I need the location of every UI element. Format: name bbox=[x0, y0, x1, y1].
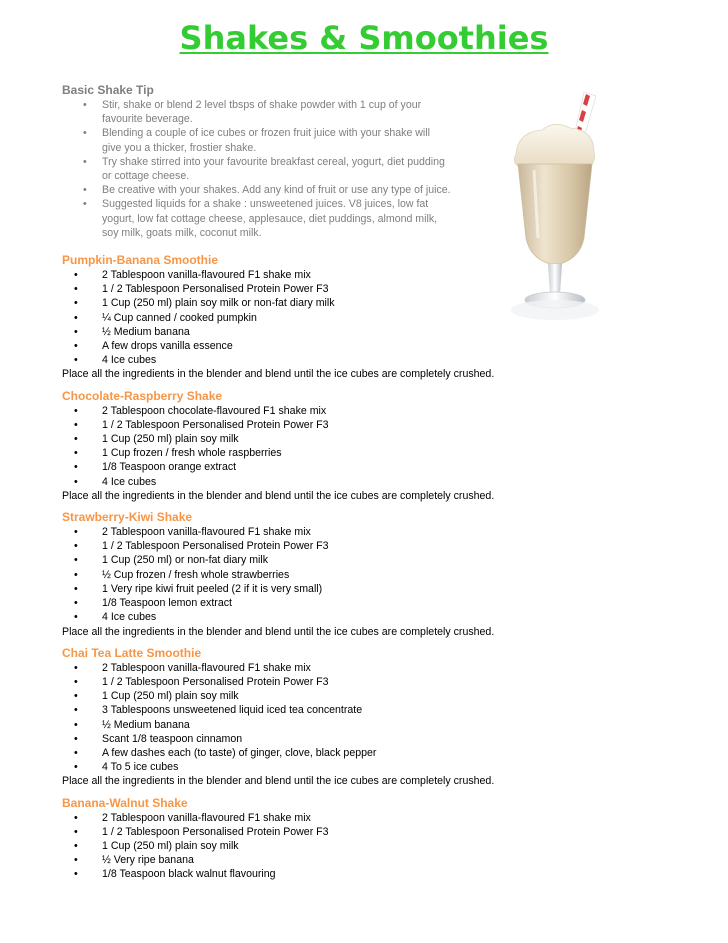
ingredient-item: • 1 Cup (250 ml) or non-fat diary milk bbox=[62, 553, 502, 567]
method-text: Place all the ingredients in the blender and blend until the ice cubes are completely crushed. bbox=[62, 625, 495, 638]
ingredient-item: • 1 / 2 Tablespoon Personalised Protein Power F3 bbox=[62, 539, 502, 553]
method-text: Place all the ingredients in the blender and blend until the ice cubes are completely crushed. bbox=[62, 368, 495, 381]
tip-item: • Suggested liquids for a shake : unsweetened juices. V8 juices, low fat yogurt, low fat cottage cheese, applesauce, diet puddings, almond milk, soy milk, goats milk, coconut milk. bbox=[62, 197, 452, 240]
ingredient-item: • 1 Cup (250 ml) plain soy milk bbox=[62, 839, 502, 853]
ingredient-item: • 1 Cup (250 ml) plain soy milk bbox=[62, 689, 502, 703]
recipe-heading: Strawberry-Kiwi Shake bbox=[62, 510, 193, 525]
ingredient-item: • ½ Very ripe banana bbox=[62, 853, 502, 867]
tip-list bbox=[62, 98, 452, 240]
ingredient-item: • 1 / 2 Tablespoon Personalised Protein Power F3 bbox=[62, 282, 502, 296]
recipe-chai-tea-latte bbox=[62, 645, 502, 789]
milkshake-glass-image bbox=[498, 88, 612, 328]
ingredient-item: • 1/8 Teaspoon black walnut flavouring bbox=[62, 867, 502, 881]
page-title: Shakes & Smoothies bbox=[179, 19, 549, 57]
ingredient-item: • ½ Cup frozen / fresh whole strawberries bbox=[62, 568, 502, 582]
ingredient-item: • 1 Cup (250 ml) plain soy milk or non-fat diary milk bbox=[62, 296, 502, 310]
tip-item: • Be creative with your shakes. Add any kind of fruit or use any type of juice. bbox=[62, 183, 452, 197]
ingredient-item: • Scant 1/8 teaspoon cinnamon bbox=[62, 732, 502, 746]
recipe-pumpkin-banana bbox=[62, 252, 502, 382]
method-text: Place all the ingredients in the blender and blend until the ice cubes are completely crushed. bbox=[62, 775, 495, 788]
recipe-heading: Chocolate-Raspberry Shake bbox=[62, 388, 223, 403]
ingredient-item: • 1 Cup frozen / fresh whole raspberries bbox=[62, 446, 502, 460]
ingredient-item: • A few drops vanilla essence bbox=[62, 339, 502, 353]
ingredient-item: • 1 / 2 Tablespoon Personalised Protein Power F3 bbox=[62, 825, 502, 839]
ingredient-item: • A few dashes each (to taste) of ginger, clove, black pepper bbox=[62, 746, 502, 760]
ingredient-item: • 2 Tablespoon vanilla-flavoured F1 shake mix bbox=[62, 811, 502, 825]
ingredient-item: • 2 Tablespoon vanilla-flavoured F1 shake mix bbox=[62, 268, 502, 282]
recipe-banana-walnut bbox=[62, 795, 502, 882]
tip-heading: Basic Shake Tip bbox=[62, 83, 154, 97]
ingredient-item: • 1 / 2 Tablespoon Personalised Protein Power F3 bbox=[62, 418, 502, 432]
ingredient-list bbox=[62, 811, 502, 882]
ingredient-item: • 2 Tablespoon vanilla-flavoured F1 shake mix bbox=[62, 661, 502, 675]
recipe-strawberry-kiwi bbox=[62, 509, 502, 639]
ingredient-item: • 1/8 Teaspoon orange extract bbox=[62, 460, 502, 474]
recipe-chocolate-raspberry bbox=[62, 388, 502, 503]
ingredient-list bbox=[62, 404, 502, 489]
tip-item: • Stir, shake or blend 2 level tbsps of shake powder with 1 cup of your favourite beverage. bbox=[62, 98, 452, 126]
recipe-heading: Banana-Walnut Shake bbox=[62, 795, 188, 810]
ingredient-item: • 2 Tablespoon vanilla-flavoured F1 shake mix bbox=[62, 525, 502, 539]
ingredient-item: • 4 Ice cubes bbox=[62, 353, 502, 367]
ingredient-item: • 1 Very ripe kiwi fruit peeled (2 if it is very small) bbox=[62, 582, 502, 596]
document-body bbox=[62, 82, 502, 882]
tip-item: • Try shake stirred into your favourite breakfast cereal, yogurt, diet pudding or cottage cheese. bbox=[62, 155, 452, 183]
ingredient-item: • 1/8 Teaspoon lemon extract bbox=[62, 596, 502, 610]
ingredient-item: • ½ Medium banana bbox=[62, 718, 502, 732]
ingredient-list bbox=[62, 525, 502, 624]
ingredient-list bbox=[62, 268, 502, 367]
ingredient-item: • ¼ Cup canned / cooked pumpkin bbox=[62, 311, 502, 325]
ingredient-item: • 4 Ice cubes bbox=[62, 610, 502, 624]
ingredient-item: • 4 Ice cubes bbox=[62, 475, 502, 489]
tip-section bbox=[62, 82, 502, 240]
ingredient-item: • ½ Medium banana bbox=[62, 325, 502, 339]
ingredient-item: • 3 Tablespoons unsweetened liquid iced tea concentrate bbox=[62, 703, 502, 717]
ingredient-list bbox=[62, 661, 502, 775]
ingredient-item: • 2 Tablespoon chocolate-flavoured F1 shake mix bbox=[62, 404, 502, 418]
recipe-heading: Chai Tea Latte Smoothie bbox=[62, 645, 202, 660]
ingredient-item: • 1 / 2 Tablespoon Personalised Protein Power F3 bbox=[62, 675, 502, 689]
ingredient-item: • 1 Cup (250 ml) plain soy milk bbox=[62, 432, 502, 446]
ingredient-item: • 4 To 5 ice cubes bbox=[62, 760, 502, 774]
recipe-heading: Pumpkin-Banana Smoothie bbox=[62, 253, 219, 268]
tip-item: • Blending a couple of ice cubes or frozen fruit juice with your shake will give you a thicker, frostier shake. bbox=[62, 126, 452, 154]
method-text: Place all the ingredients in the blender and blend until the ice cubes are completely crushed. bbox=[62, 489, 495, 502]
